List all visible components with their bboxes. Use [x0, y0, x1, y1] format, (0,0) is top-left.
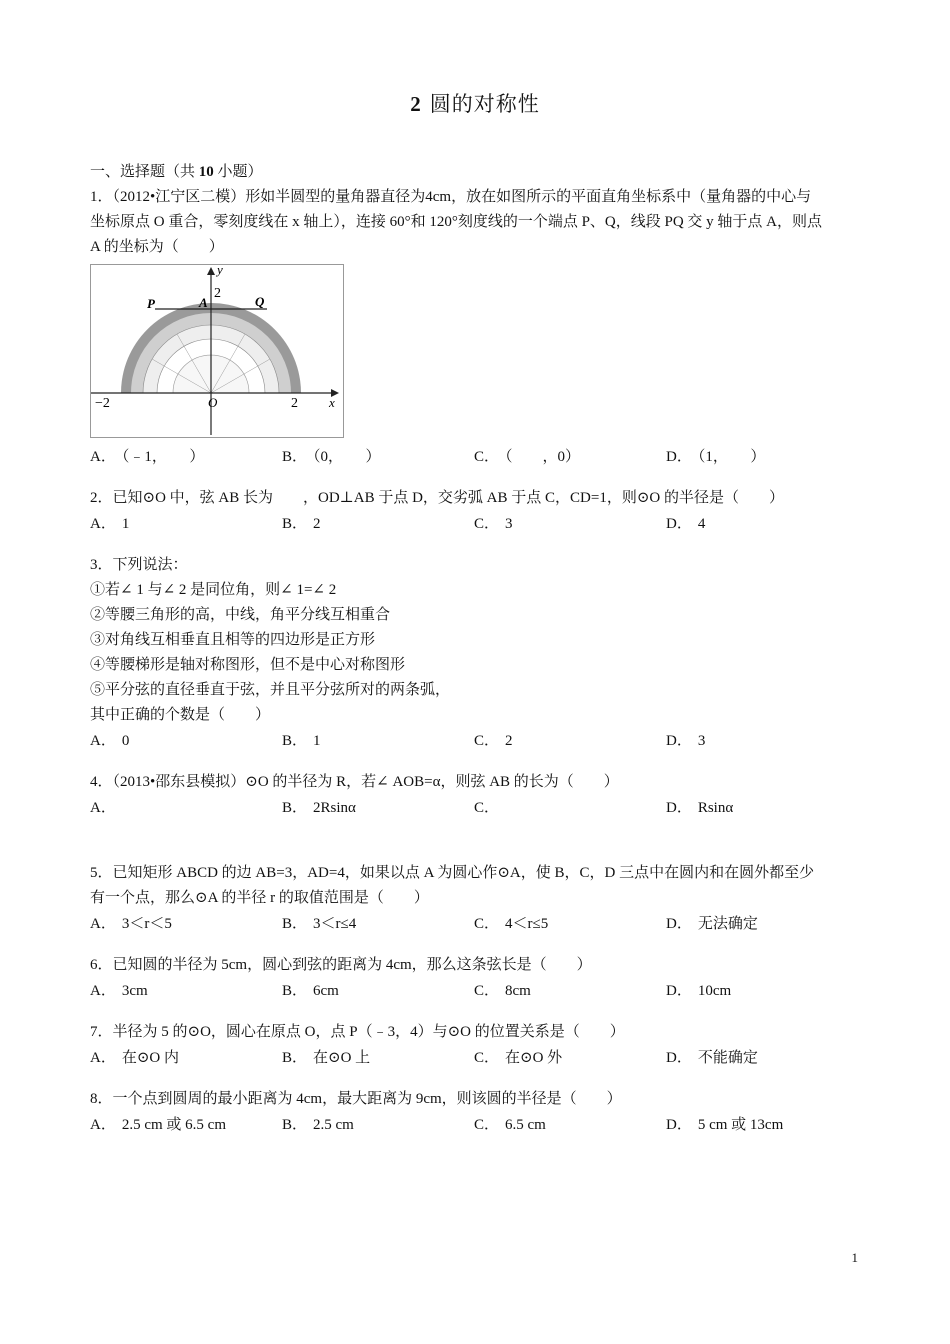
- statement-5: ⑤平分弦的直径垂直于弦，并且平分弦所对的两条弧，: [90, 682, 451, 698]
- option-b[interactable]: B． 2.5 cm: [282, 1117, 354, 1133]
- y-axis-label: y: [217, 265, 223, 277]
- statement-4: ④等腰梯形是轴对称图形，但不是中心对称图形: [90, 657, 406, 673]
- option-a[interactable]: A． 2.5 cm 或 6.5 cm: [90, 1117, 226, 1133]
- question-stem-line: 坐标原点 O 重合，零刻度线在 x 轴上），连接 60°和 120°刻度线的一个端点 P、Q，线段 PQ 交 y 轴于点 A，则点: [90, 214, 823, 230]
- option-d[interactable]: D． Rsinα: [666, 800, 734, 816]
- protractor-figure: [90, 264, 344, 438]
- answer-options: [90, 911, 862, 937]
- option-c[interactable]: C． 2: [474, 733, 513, 749]
- question-stem-line: 其中正确的个数是（ ）: [90, 707, 271, 723]
- option-a[interactable]: A． 在⊙O 内: [90, 1050, 179, 1066]
- point-a-label: A: [199, 295, 208, 310]
- option-a[interactable]: A． （﹣1， ）: [90, 449, 205, 465]
- question-stem-line: 4．（2013•邵东县模拟）⊙O 的半径为 R，若∠ AOB=α，则弦 AB 的长为（ ）: [90, 774, 619, 790]
- option-b[interactable]: B． 6cm: [282, 983, 339, 999]
- tick-positive-2: 2: [291, 396, 298, 411]
- option-d[interactable]: D． 4: [666, 516, 706, 532]
- question-3: [90, 553, 862, 754]
- question-stem-line: 5．已知矩形 ABCD 的边 AB=3，AD=4，如果以点 A 为圆心作⊙A，使 B，C，D 三点中在圆内和在圆外都至少: [90, 865, 815, 881]
- option-c[interactable]: C． （ ，0）: [474, 449, 581, 465]
- protractor-diagram: [91, 265, 343, 437]
- option-a[interactable]: A． 0: [90, 733, 130, 749]
- tick-negative-2: −2: [95, 396, 110, 411]
- answer-options: [90, 728, 862, 754]
- option-d[interactable]: D． 10cm: [666, 983, 732, 999]
- section-heading: 一、选择题（共 10 小题）: [90, 164, 263, 180]
- answer-options: [90, 1045, 862, 1071]
- question-stem-line: 3．下列说法：: [90, 557, 188, 573]
- option-a[interactable]: A．: [90, 800, 116, 816]
- question-2: [90, 486, 862, 537]
- option-c[interactable]: C． 4＜r≤5: [474, 916, 549, 932]
- option-c[interactable]: C． 在⊙O 外: [474, 1050, 563, 1066]
- option-d[interactable]: D． 无法确定: [666, 916, 758, 932]
- option-d[interactable]: D． （1， ）: [666, 449, 766, 465]
- option-b[interactable]: B． 3＜r≤4: [282, 916, 357, 932]
- statement-1: ①若∠ 1 与∠ 2 是同位角，则∠ 1=∠ 2: [90, 582, 337, 598]
- question-7: [90, 1020, 862, 1071]
- answer-options: [90, 1112, 862, 1138]
- option-b[interactable]: B． 2Rsinα: [282, 800, 356, 816]
- option-b[interactable]: B． （0， ）: [282, 449, 381, 465]
- question-stem-line: A 的坐标为（ ）: [90, 239, 224, 255]
- option-d[interactable]: D． 不能确定: [666, 1050, 758, 1066]
- question-1: [90, 185, 862, 470]
- question-5: [90, 861, 862, 937]
- answer-options: [90, 444, 862, 470]
- option-b[interactable]: B． 1: [282, 733, 321, 749]
- option-c[interactable]: C．: [474, 800, 500, 816]
- option-a[interactable]: A． 1: [90, 516, 130, 532]
- question-6: [90, 953, 862, 1004]
- x-axis-label: x: [329, 395, 335, 410]
- option-b[interactable]: B． 在⊙O 上: [282, 1050, 371, 1066]
- point-q-label: Q: [255, 294, 265, 309]
- question-8: [90, 1087, 862, 1138]
- question-4: [90, 770, 862, 845]
- question-stem-line: 有一个点，那么⊙A 的半径 r 的取值范围是（ ）: [90, 890, 429, 906]
- option-a[interactable]: A． 3＜r＜5: [90, 916, 172, 932]
- page-number: 1: [851, 1250, 858, 1265]
- option-a[interactable]: A． 3cm: [90, 983, 148, 999]
- answer-options: [90, 978, 862, 1004]
- origin-label: O: [208, 395, 218, 410]
- tick-y-2: 2: [214, 286, 221, 301]
- question-list: [90, 160, 862, 1154]
- page-title: [0, 88, 950, 118]
- question-stem-line: 8．一个点到圆周的最小距离为 4cm，最大距离为 9cm，则该圆的半径是（ ）: [90, 1091, 622, 1107]
- option-c[interactable]: C． 8cm: [474, 983, 531, 999]
- statement-3: ③对角线互相垂直且相等的四边形是正方形: [90, 632, 376, 648]
- option-c[interactable]: C． 3: [474, 516, 513, 532]
- question-stem-line: 1．（2012•江宁区二模）形如半圆型的量角器直径为4cm，放在如图所示的平面直角坐标系中（量角器的中心与: [90, 189, 812, 205]
- title-number: 2: [410, 92, 422, 116]
- question-stem-line: 7．半径为 5 的⊙O，圆心在原点 O，点 P（﹣3，4）与⊙O 的位置关系是（ ）: [90, 1024, 625, 1040]
- option-d[interactable]: D． 5 cm 或 13cm: [666, 1117, 784, 1133]
- answer-options: [90, 795, 862, 821]
- title-text: 圆的对称性: [429, 92, 540, 116]
- option-d[interactable]: D． 3: [666, 733, 706, 749]
- statement-2: ②等腰三角形的高，中线，角平分线互相重合: [90, 607, 391, 623]
- question-stem-line: 6．已知圆的半径为 5cm，圆心到弦的距离为 4cm，那么这条弦长是（ ）: [90, 957, 592, 973]
- option-c[interactable]: C． 6.5 cm: [474, 1117, 546, 1133]
- point-p-label: P: [147, 296, 155, 311]
- y-axis-arrow: [207, 267, 215, 275]
- answer-options: [90, 511, 862, 537]
- question-stem-line: 2．已知⊙O 中，弦 AB 长为 ，OD⊥AB 于点 D，交劣弧 AB 于点 C，CD=1，则⊙O 的半径是（ ）: [90, 490, 784, 506]
- option-b[interactable]: B． 2: [282, 516, 321, 532]
